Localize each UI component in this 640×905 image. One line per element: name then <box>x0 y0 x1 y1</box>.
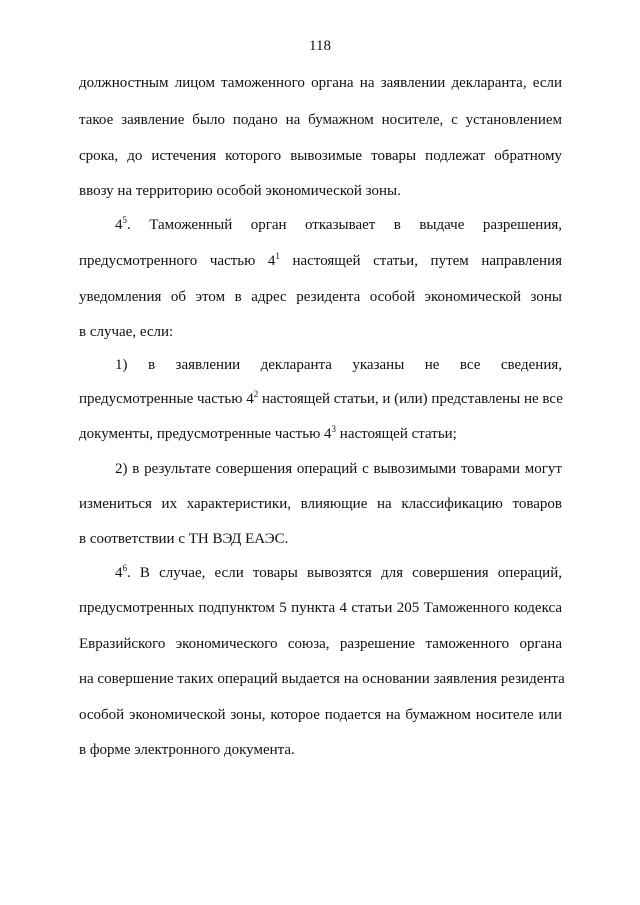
superscript: 6 <box>122 563 127 573</box>
paragraph-number: 4 <box>115 565 123 581</box>
text-line: Евразийского экономического союза, разрешение таможенного органа <box>79 636 562 652</box>
page-number: 118 <box>309 38 331 54</box>
superscript: 2 <box>253 389 259 399</box>
paragraph-4-5-line <box>115 215 562 235</box>
text-line: на совершение таких операций выдается на основании заявления резидента <box>79 671 565 687</box>
text-span: . Таможенный орган отказывает в выдаче разрешения, <box>127 217 562 233</box>
text-line: в случае, если: <box>79 324 174 340</box>
text-line <box>79 251 562 271</box>
text-span: предусмотренного частью 4 <box>79 253 276 269</box>
paragraph-number: 4 <box>115 217 123 233</box>
superscript: 5 <box>122 215 127 225</box>
text-line: такое заявление было подано на бумажном носителе, с установлением <box>79 112 562 128</box>
text-span: настоящей статьи; <box>336 426 457 442</box>
text-line: измениться их характеристики, влияющие на классификацию товаров <box>79 496 562 512</box>
list-item-1-line: 1) в заявлении декларанта указаны не все сведения, <box>115 357 562 373</box>
superscript: 3 <box>331 424 337 434</box>
text-line: особой экономической зоны, которое подается на бумажном носителе или <box>79 707 562 723</box>
text-line: должностным лицом таможенного органа на заявлении декларанта, если <box>79 75 562 91</box>
text-line: в форме электронного документа. <box>79 742 295 758</box>
text-span: предусмотренные частью 4 <box>79 391 254 407</box>
text-line: предусмотренных подпунктом 5 пункта 4 статьи 205 Таможенного кодекса <box>79 600 562 616</box>
text-span: настоящей статьи, путем направления <box>279 253 562 269</box>
text-span: настоящей статьи, и (или) представлены не все <box>258 391 563 407</box>
text-line <box>79 424 562 444</box>
text-line: уведомления об этом в адрес резидента особой экономической зоны <box>79 289 562 305</box>
text-line: в соответствии с ТН ВЭД ЕАЭС. <box>79 531 289 547</box>
text-span: документы, предусмотренные частью 4 <box>79 426 332 442</box>
list-item-2-line: 2) в результате совершения операций с вывозимыми товарами могут <box>115 461 562 477</box>
text-line: срока, до истечения которого вывозимые товары подлежат обратному <box>79 148 562 164</box>
superscript: 1 <box>275 251 280 261</box>
text-line: ввозу на территорию особой экономической зоны. <box>79 183 401 199</box>
text-span: . В случае, если товары вывозятся для совершения операций, <box>127 565 562 581</box>
paragraph-4-6-line <box>115 563 562 583</box>
text-line <box>79 389 562 409</box>
